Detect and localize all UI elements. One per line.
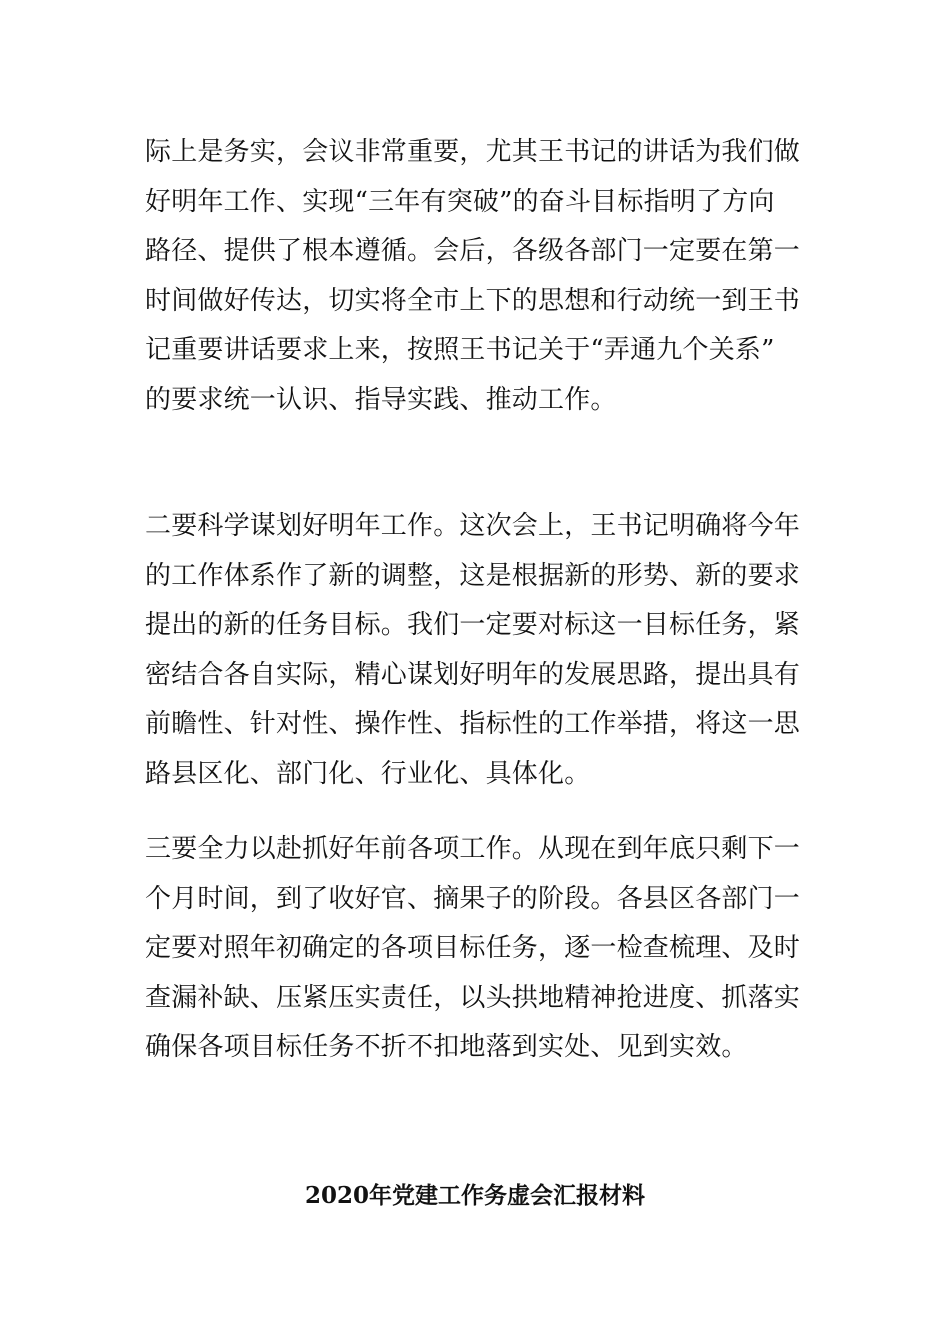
paragraph-line: 时间做好传达，切实将全市上下的思想和行动统一到王书 xyxy=(145,285,801,316)
paragraph-line: 二要科学谋划好明年工作。这次会上，王书记明确将今年 xyxy=(145,511,801,541)
paragraph-plan-next-year xyxy=(145,502,810,799)
paragraph-line: 路径、提供了根本遵循。会后，各级各部门一定要在第一 xyxy=(145,236,801,266)
paragraph-line: 三要全力以赴抓好年前各项工作。从现在到年底只剩下一 xyxy=(145,834,801,864)
paragraph-line: 的工作体系作了新的调整，这是根据新的形势、新的要求 xyxy=(145,560,801,591)
document-title: 2020年党建工作务虚会汇报材料 xyxy=(304,1182,645,1209)
paragraph-year-end-work xyxy=(145,825,810,1073)
paragraph-meeting-importance xyxy=(145,128,810,425)
paragraph-line: 好明年工作、实现“三年有突破”的奋斗目标指明了方向 xyxy=(145,186,775,217)
paragraph-line: 前瞻性、针对性、操作性、指标性的工作举措，将这一思 xyxy=(145,709,801,739)
paragraph-line: 定要对照年初确定的各项目标任务，逐一检查梳理、及时 xyxy=(145,933,801,963)
paragraph-line: 密结合各自实际，精心谋划好明年的发展思路，提出具有 xyxy=(145,659,801,690)
paragraph-line: 记重要讲话要求上来，按照王书记关于“弄通九个关系” xyxy=(145,335,775,365)
paragraph-line: 查漏补缺、压紧压实责任，以头拱地精神抢进度、抓落实 xyxy=(145,982,801,1013)
paragraph-line: 的要求统一认识、指导实践、推动工作。 xyxy=(145,384,617,415)
paragraph-line: 确保各项目标任务不折不扣地落到实处、见到实效。 xyxy=(145,1032,748,1062)
paragraph-line: 际上是务实，会议非常重要，尤其王书记的讲话为我们做 xyxy=(145,137,801,167)
paragraph-line: 个月时间，到了收好官、摘果子的阶段。各县区各部门一 xyxy=(145,883,801,914)
paragraph-line: 提出的新的任务目标。我们一定要对标这一目标任务，紧 xyxy=(145,610,801,640)
paragraph-line: 路县区化、部门化、行业化、具体化。 xyxy=(145,758,591,789)
